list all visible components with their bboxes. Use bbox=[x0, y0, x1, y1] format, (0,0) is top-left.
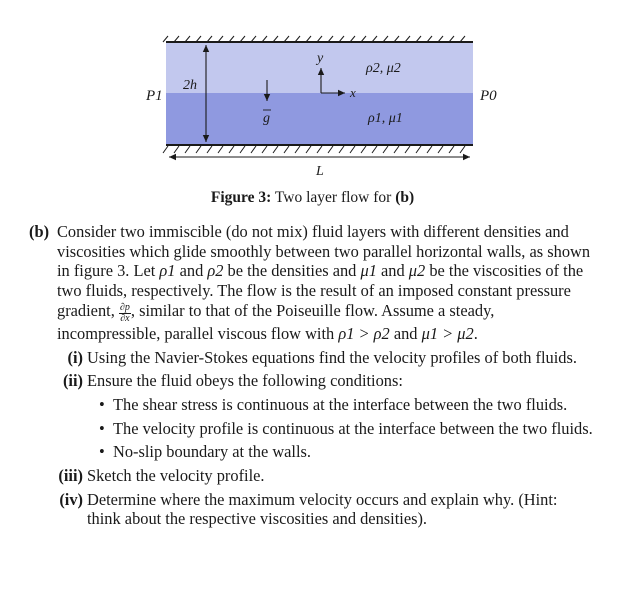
wall-hatch-mark bbox=[372, 146, 377, 153]
wall-hatch-mark bbox=[185, 146, 190, 153]
problem-text bbox=[29, 222, 593, 529]
length-label: L bbox=[316, 164, 324, 179]
wall-hatch-mark bbox=[218, 146, 223, 153]
upper-fluid-layer bbox=[166, 42, 473, 93]
subpart-iii bbox=[58, 466, 593, 486]
part-b-text-3: be the densities and bbox=[227, 261, 357, 281]
subpart-ii bbox=[62, 371, 593, 391]
caption-ref: (b) bbox=[395, 189, 415, 206]
wall-hatch-mark bbox=[438, 146, 443, 153]
wall-hatch-mark bbox=[240, 146, 245, 153]
wall-hatch-mark bbox=[416, 146, 421, 153]
wall-hatch-mark bbox=[284, 146, 289, 153]
rho2-symbol: ρ2 bbox=[207, 261, 224, 281]
bullet-text: The velocity profile is continuous at the interface between the two fluids. bbox=[113, 418, 593, 438]
part-b-text-7: and bbox=[393, 323, 418, 343]
mu2-symbol: μ2 bbox=[408, 261, 426, 281]
wall-hatch-mark bbox=[460, 146, 465, 153]
wall-hatch-mark bbox=[262, 146, 267, 153]
bullet-icon: • bbox=[99, 442, 105, 462]
y-axis-label: y bbox=[317, 51, 324, 66]
part-b-text-1: Consider two immiscible (do not mix) fluid layers with different densities and viscosities which glide smoothly between two parallel horizontal walls, as shown in figure 3. Let bbox=[57, 222, 591, 281]
bottom-wall bbox=[163, 145, 473, 153]
part-b-label: (b) bbox=[29, 222, 50, 241]
gradient-denominator: ∂x bbox=[120, 312, 130, 324]
subpart-text: Ensure the fluid obeys the following conditions: bbox=[87, 371, 403, 391]
subpart-i bbox=[67, 347, 593, 368]
top-wall bbox=[163, 36, 473, 42]
gravity-label: g bbox=[263, 111, 270, 126]
wall-hatch-mark bbox=[295, 146, 300, 153]
wall-hatch-mark bbox=[449, 146, 454, 153]
condition-bullet bbox=[99, 394, 593, 415]
part-b bbox=[29, 222, 593, 344]
wall-hatch-mark bbox=[306, 146, 311, 153]
caption-text: Two layer flow for bbox=[274, 189, 392, 206]
upper-fluid-label: ρ2, μ2 bbox=[366, 61, 401, 76]
part-b-text-4: and bbox=[381, 261, 405, 281]
wall-hatch-mark bbox=[405, 146, 410, 153]
subpart-label: (i) bbox=[67, 347, 83, 367]
wall-hatch-mark bbox=[196, 146, 201, 153]
wall-hatch-mark bbox=[251, 146, 256, 153]
x-axis-label: x bbox=[350, 85, 356, 100]
subpart-label: (ii) bbox=[62, 371, 83, 391]
caption-label: Figure 3: bbox=[210, 189, 272, 206]
bullet-text: No-slip boundary at the walls. bbox=[113, 442, 312, 462]
subpart-label: (iii) bbox=[58, 466, 83, 486]
subpart-text: Determine where the maximum velocity occurs and explain why. (Hint: think about the respective viscosities and densities). bbox=[87, 489, 558, 529]
wall-hatch-mark bbox=[350, 146, 355, 153]
two-layer-flow-figure bbox=[0, 0, 625, 185]
wall-hatch-mark bbox=[361, 146, 366, 153]
part-b-body bbox=[57, 222, 593, 344]
subpart-text: Sketch the velocity profile. bbox=[87, 466, 265, 486]
rho1-symbol: ρ1 bbox=[159, 261, 176, 281]
wall-hatch-mark bbox=[339, 146, 344, 153]
wall-hatch-mark bbox=[174, 146, 179, 153]
left-pressure-label: P1 bbox=[146, 88, 163, 104]
wall-hatch-mark bbox=[317, 146, 322, 153]
density-inequality: ρ1 > ρ2 bbox=[338, 323, 390, 343]
subpart-label: (iv) bbox=[59, 489, 83, 509]
lower-fluid-layer bbox=[166, 93, 473, 145]
gradient-numerator: ∂p bbox=[119, 301, 130, 313]
wall-hatch-mark bbox=[207, 146, 212, 153]
wall-hatch-mark bbox=[383, 146, 388, 153]
wall-hatch-mark bbox=[273, 146, 278, 153]
part-b-text-2: and bbox=[179, 261, 204, 281]
wall-hatch-mark bbox=[163, 146, 168, 153]
part-b-text-6: , similar to that of the Poiseuille flow. Assume a steady, incompressible, parallel viscous flow with bbox=[57, 300, 495, 343]
right-pressure-label: P0 bbox=[480, 88, 497, 104]
condition-bullet bbox=[99, 442, 593, 462]
figure-caption bbox=[0, 189, 625, 207]
wall-hatch-mark bbox=[328, 146, 333, 153]
lower-fluid-label: ρ1, μ1 bbox=[368, 111, 403, 126]
mu1-symbol: μ1 bbox=[360, 261, 377, 281]
subpart-iv bbox=[59, 489, 593, 529]
subpart-text: Using the Navier-Stokes equations find the velocity profiles of both fluids. bbox=[87, 347, 577, 367]
condition-bullet bbox=[99, 418, 593, 439]
height-label: 2h bbox=[183, 78, 197, 93]
part-b-text-8: . bbox=[473, 323, 478, 343]
part-b-text-5: be the viscosities of the two fluids, respectively. The flow is the result of an imposed constant pressure gradient, bbox=[57, 261, 584, 320]
bullet-icon: • bbox=[99, 394, 105, 414]
bullet-text: The shear stress is continuous at the interface between the two fluids. bbox=[113, 394, 568, 414]
viscosity-inequality: μ1 > μ2 bbox=[421, 323, 474, 343]
pressure-gradient-fraction bbox=[119, 303, 131, 324]
wall-hatch-mark bbox=[394, 146, 399, 153]
bullet-icon: • bbox=[99, 418, 105, 438]
wall-hatch-mark bbox=[427, 146, 432, 153]
wall-hatch-mark bbox=[229, 146, 234, 153]
